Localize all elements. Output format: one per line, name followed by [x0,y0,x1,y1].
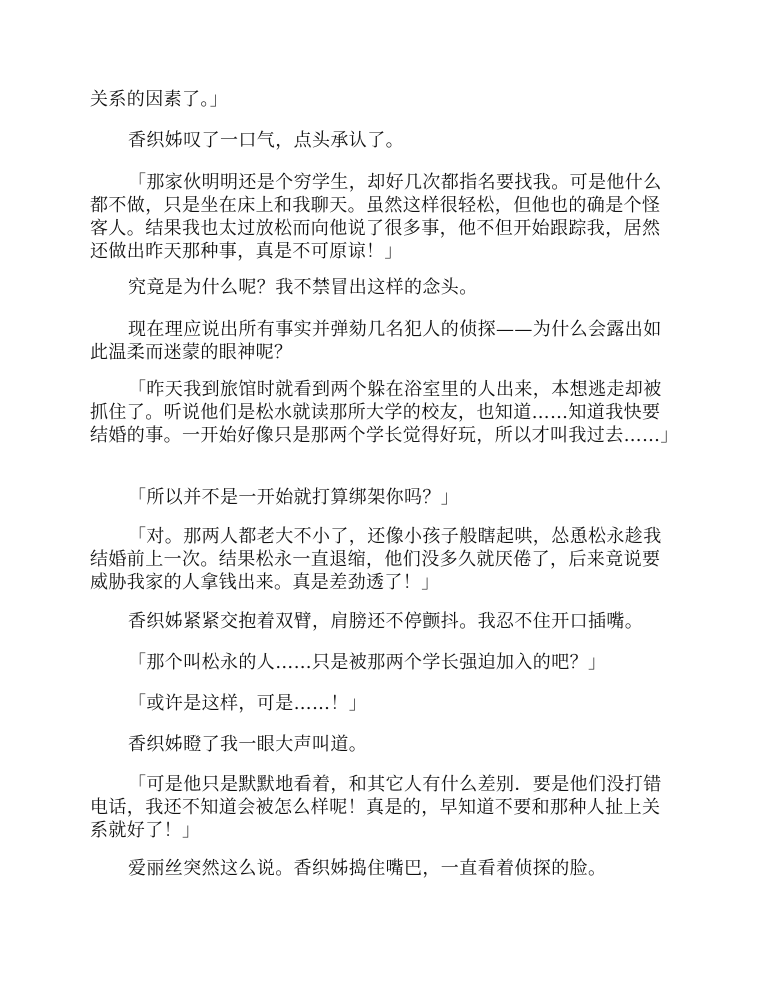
paragraph-11: 「或许是这样，可是……！」 [128,693,368,714]
paragraph-13: 「可是他只是默默地看着，和其它人有什么差别．要是他们没打错电话，我还不知道会被怎么样呢！真是的，早知道不要和那种人扯上关系就好了！」 [90,774,662,841]
paragraph-4: 究竟是为什么呢？我不禁冒出这样的念头。 [128,277,478,298]
paragraph-14: 爱丽丝突然这么说。香织姊捣住嘴巴，一直看着侦探的脸。 [128,858,607,879]
paragraph-5: 现在理应说出所有事实并弹劾几名犯人的侦探——为什么会露出如此温柔而迷蒙的眼神呢？ [90,319,662,363]
paragraph-10: 「那个叫松永的人……只是被那两个学长强迫加入的吧？」 [128,652,607,673]
paragraph-1: 关系的因素了。」 [90,89,229,110]
paragraph-2: 香织姊叹了一口气，点头承认了。 [128,130,404,151]
paragraph-8: 「对。那两人都老大不小了，还像小孩子般瞎起哄，怂恿松永趁我结婚前上一次。结果松永一直退缩，他们没多久就厌倦了，后来竟说要威胁我家的人拿钱出来。真是差劲透了！」 [90,526,662,593]
paragraph-7: 「所以并不是一开始就打算绑架你吗？」 [128,487,460,508]
paragraph-3: 「那家伙明明还是个穷学生，却好几次都指名要找我。可是他什么都不做，只是坐在床上和我聊天。虽然这样很轻松，但他也的确是个怪客人。结果我也太过放松而向他说了很多事，他不但开始跟踪我，居然还做出昨天那种事，真是不可原谅！」 [90,172,662,262]
paragraph-6: 「昨天我到旅馆时就看到两个躲在浴室里的人出来，本想逃走却被抓住了。听说他们是松水就读那所大学的校友，也知道……知道我快要结婚的事。一开始好像只是那两个学长觉得好玩，所以才叫我过去……」 [90,379,679,446]
paragraph-9: 香织姊紧紧交抱着双臂，肩膀还不停颤抖。我忍不住开口插嘴。 [128,611,644,632]
paragraph-12: 香织姊瞪了我一眼大声叫道。 [128,734,368,755]
